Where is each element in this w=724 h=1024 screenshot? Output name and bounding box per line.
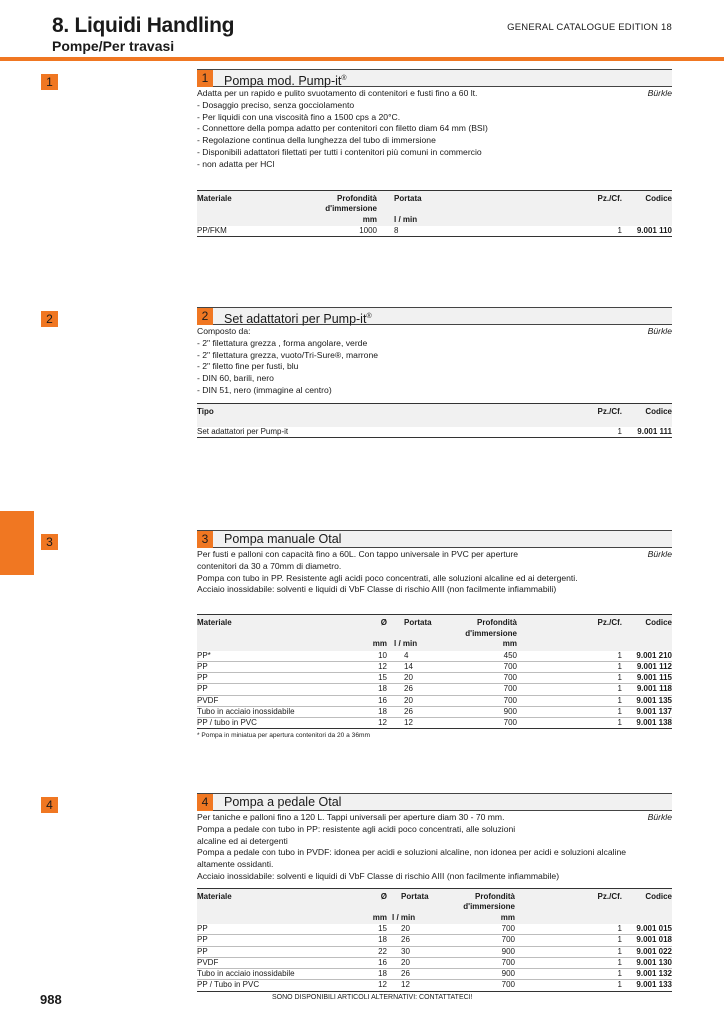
section-title: Pompa mod. Pump-it® [224, 74, 347, 89]
description-line: - 2" filetto fine per fusti, blu [197, 361, 299, 372]
table-row: PP 12 14 700 1 9.001 112 [197, 661, 672, 671]
unit-label [515, 913, 622, 925]
catalogue-edition: GENERAL CATALOGUE EDITION 18 [507, 22, 672, 33]
table-row: PP/FKM 1000 8 1 9.001 110 [197, 226, 672, 236]
description-line: - non adatta per HCl [197, 158, 275, 169]
table-row: PP / Tubo in PVC 12 12 700 1 9.001 133 [197, 980, 672, 990]
description-line: Per taniche e palloni fino a 120 L. Tappi universali per aperture diam 30 - 70 mm. [197, 812, 505, 822]
section-number-badge: 2 [197, 308, 213, 325]
product-code: 9.001 015 [636, 924, 672, 934]
table-row: PP* 10 4 450 1 9.001 210 [197, 650, 672, 660]
col-header: Pz./Cf. [597, 618, 622, 628]
product-code: 9.001 018 [636, 935, 672, 945]
unit-label: mm [362, 214, 377, 224]
product-code: 9.001 022 [636, 946, 672, 956]
description-line: - Dosaggio preciso, senza gocciolamento [197, 99, 355, 110]
col-header: Materiale [197, 193, 232, 203]
brand-label: Bürkle [647, 326, 672, 336]
description-line: altamente ossidanti. [197, 859, 274, 870]
product-section-3 [197, 530, 672, 742]
product-code: 9.001 110 [636, 226, 672, 236]
table-footnote: * Pompa in miniatua per apertura contenitori da 20 a 36mm [197, 732, 370, 740]
product-section-2 [197, 307, 672, 438]
section-title: Pompa manuale Otal [224, 532, 342, 546]
page-title: 8. Liquidi Handling [52, 14, 235, 37]
brand-label: Bürkle [647, 812, 672, 822]
col-header: Pz./Cf. [597, 193, 622, 203]
description-line: Acciaio inossidabile: solventi e liquidi di VbF Classe di rischio AIII (non facilmente infiammabili) [197, 584, 557, 595]
col-header: Materiale [197, 618, 232, 628]
product-table [197, 403, 672, 439]
table-row: PP 22 30 900 1 9.001 022 [197, 946, 672, 956]
product-code: 9.001 138 [636, 717, 672, 727]
col-header: Codice [645, 891, 672, 901]
col-header: Materiale [197, 891, 232, 901]
description-line: Acciaio inossidabile: solventi e liquidi di VbF Classe di rischio AIII (non facilmente infiammabile) [197, 870, 560, 881]
side-marker-3: 3 [41, 534, 58, 550]
product-code: 9.001 132 [636, 969, 672, 979]
product-code: 9.001 111 [637, 427, 672, 437]
col-header: Portata [401, 891, 429, 901]
product-table [197, 190, 672, 238]
section-number-badge: 1 [197, 70, 213, 87]
unit-label [622, 215, 672, 227]
section-number-badge: 4 [197, 794, 213, 811]
unit-label: l / min [394, 214, 418, 224]
description-line: Per fusti e palloni con capacità fino a 60L. Con tappo universale in PVC per aperture [197, 549, 519, 559]
table-row: PP 18 26 700 1 9.001 018 [197, 935, 672, 945]
description-line: alcaline ed ai detergenti [197, 835, 288, 846]
table-row: Tubo in acciaio inossidabile 18 26 900 1 9.001 137 [197, 706, 672, 716]
table-row: PP 15 20 700 1 9.001 015 [197, 924, 672, 934]
product-code: 9.001 210 [636, 650, 672, 660]
unit-label [622, 913, 672, 925]
section-header [197, 69, 672, 87]
product-code: 9.001 118 [636, 684, 672, 694]
section-header [197, 530, 672, 548]
description-line: - DIN 60, barili, nero [197, 373, 274, 384]
col-header: Codice [645, 618, 672, 628]
unit-label [197, 913, 337, 925]
product-code: 9.001 135 [636, 695, 672, 705]
description-line: - DIN 51, nero (immagine al centro) [197, 384, 332, 395]
section-description [197, 812, 672, 883]
col-header: Tipo [197, 406, 214, 416]
col-header: Pz./Cf. [597, 406, 622, 416]
description-line: Pompa con tubo in PP. Resistente agli acidi poco concentrati, alle soluzioni alcaline ed ai detergenti. [197, 572, 578, 583]
col-header: Ø [380, 618, 387, 628]
product-code: 9.001 112 [636, 661, 672, 671]
description-line: - Disponibili adattatori filettati per tutti i contenitori più comuni in commercio [197, 146, 482, 157]
page-number: 988 [40, 992, 62, 1007]
product-code: 9.001 130 [636, 957, 672, 967]
product-code: 9.001 115 [636, 673, 672, 683]
col-header: Codice [645, 406, 672, 416]
unit-label [517, 639, 622, 651]
unit-label [197, 215, 287, 227]
table-row: Tubo in acciaio inossidabile 18 26 900 1 9.001 132 [197, 969, 672, 979]
unit-label [562, 215, 622, 227]
side-marker-2: 2 [41, 311, 58, 327]
table-row: Set adattatori per Pump-it 1 9.001 111 [197, 427, 672, 437]
side-marker-4: 4 [41, 797, 58, 813]
description-line: - Per liquidi con una viscosità fino a 1500 cps a 20°C. [197, 111, 401, 122]
page-subtitle: Pompe/Per travasi [52, 38, 175, 54]
brand-label: Bürkle [647, 88, 672, 98]
footer-note: SONO DISPONIBILI ARTICOLI ALTERNATIVI: CONTATTATECI! [272, 994, 473, 1001]
section-number-badge: 3 [197, 531, 213, 548]
description-line: - Connettore della pompa adatto per contenitori con filetto diam 64 mm (BSI) [197, 123, 488, 134]
table-row: PP 18 26 700 1 9.001 118 [197, 684, 672, 694]
unit-label: l / min [392, 912, 416, 922]
description-line: Pompa a pedale con tubo in PVDF: idonea per acidi e soluzioni alcaline, non idonea per acidi e soluzioni alcaline [197, 847, 627, 858]
description-line: Composto da: [197, 326, 251, 336]
product-section-1 [197, 69, 672, 237]
section-header [197, 307, 672, 325]
side-marker-1: 1 [41, 74, 58, 90]
col-header: Portata [404, 618, 432, 628]
header-accent-bar [0, 57, 724, 61]
col-header: Portata [394, 193, 422, 203]
description-line: - 2" filettatura grezza , forma angolare, verde [197, 337, 368, 348]
description-line: Pompa a pedale con tubo in PP: resistente agli acidi poco concentrati, alle soluzioni [197, 823, 516, 834]
description-line: - Regolazione continua della lunghezza del tubo di immersione [197, 135, 436, 146]
unit-label: mm [372, 912, 387, 922]
section-header [197, 793, 672, 811]
section-description [197, 326, 672, 397]
description-line: Adatta per un rapido e pulito svuotamento di contenitori e fusti fino a 60 lt. [197, 88, 478, 98]
table-row: PP 15 20 700 1 9.001 115 [197, 673, 672, 683]
table-row: PP / tubo in PVC 12 12 700 1 9.001 138 [197, 717, 672, 727]
unit-label [622, 639, 672, 651]
unit-label: mm [372, 639, 387, 649]
description-line: - 2" filettatura grezza, vuoto/Tri-Sure®, marrone [197, 349, 379, 360]
product-code: 9.001 133 [636, 980, 672, 990]
col-header: Profondità d'immersione [325, 193, 377, 214]
product-section-4 [197, 793, 672, 992]
unit-label [197, 639, 337, 651]
col-header: Profondità d'immersione [465, 618, 517, 638]
table-row: PVDF 16 20 700 1 9.001 135 [197, 695, 672, 705]
description-line: contenitori da 30 a 70mm di diametro. [197, 560, 342, 571]
unit-label: mm [500, 912, 515, 922]
section-title: Set adattatori per Pump-it® [224, 312, 372, 327]
chapter-side-tab [0, 511, 34, 575]
brand-label: Bürkle [647, 549, 672, 559]
section-description [197, 549, 672, 596]
col-header: Pz./Cf. [597, 891, 622, 901]
col-header: Ø [380, 891, 387, 901]
section-description [197, 88, 672, 171]
col-header: Codice [645, 193, 672, 203]
unit-label: l / min [394, 639, 418, 649]
col-header: Profondità d'immersione [463, 891, 515, 912]
product-code: 9.001 137 [636, 706, 672, 716]
product-table [197, 614, 672, 729]
table-row: PVDF 16 20 700 1 9.001 130 [197, 957, 672, 967]
product-table [197, 888, 672, 992]
section-title: Pompa a pedale Otal [224, 795, 342, 809]
unit-label: mm [502, 639, 517, 649]
